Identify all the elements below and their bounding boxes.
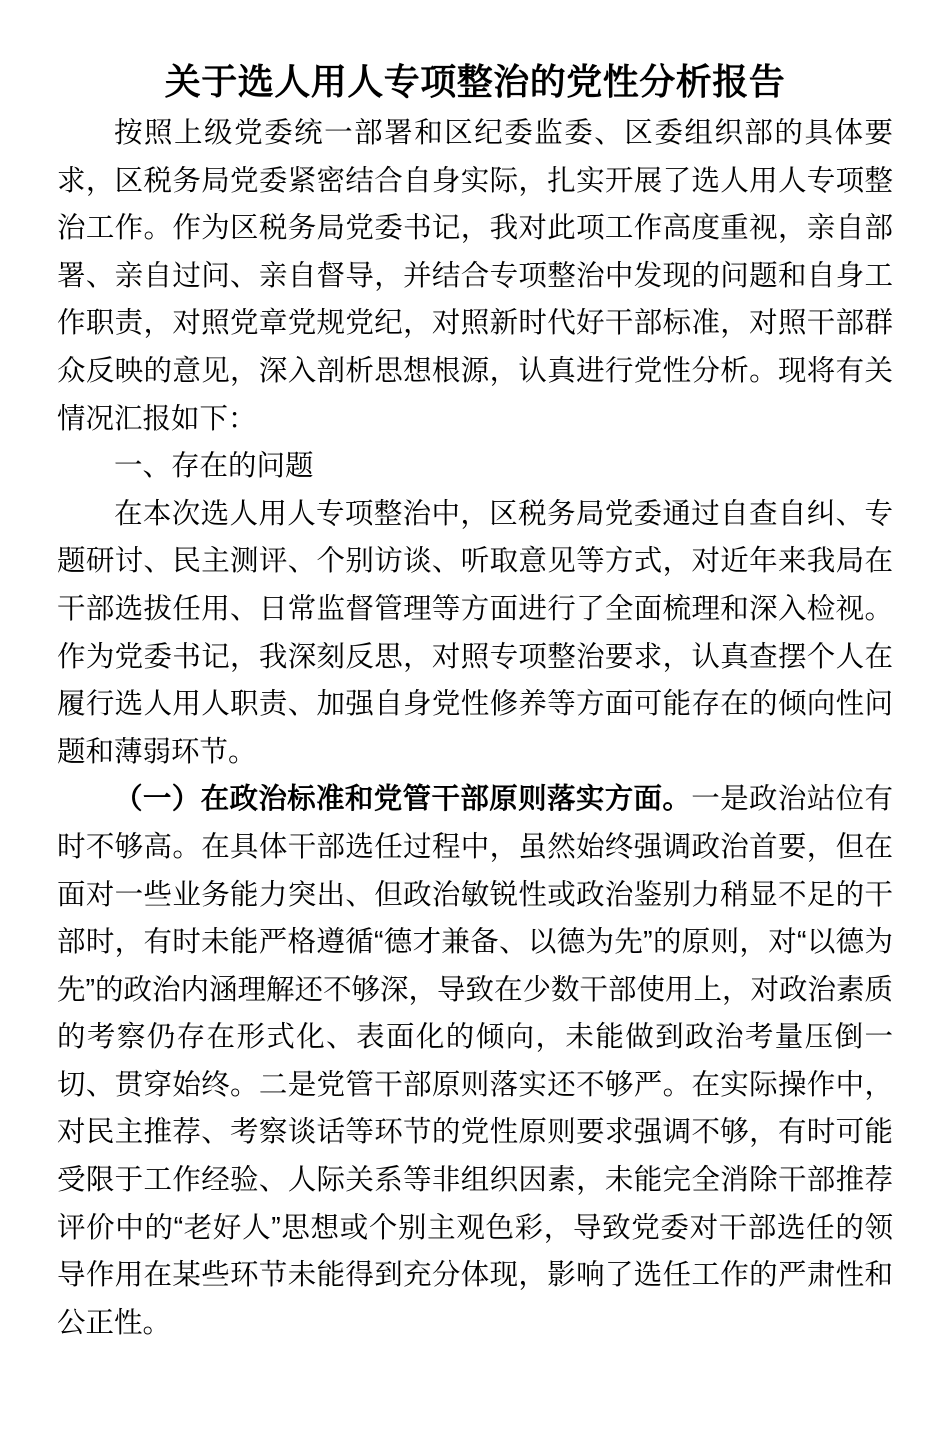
page-bottom-spacer (57, 1347, 893, 1447)
paragraph-subsection-one (57, 776, 893, 1347)
document-text-column (57, 0, 893, 1447)
paragraph-section-one-intro: 在本次选人用人专项整治中，区税务局党委通过自查自纠、专题研讨、民主测评、个别访谈、听取意见等方式，对近年来我局在干部选拔任用、日常监督管理等方面进行了全面梳理和深入检视。作为党委书记，我深刻反思，对照专项整治要求，认真查摆个人在履行选人用人职责、加强自身党性修养等方面可能存在的倾向性问题和薄弱环节。 (57, 497, 893, 768)
subsection-one-body: 一是政治站位有时不够高。在具体干部选任过程中，虽然始终强调政治首要，但在面对一些业务能力突出、但政治敏锐性或政治鉴别力稍显不足的干部时，有时未能严格遵循“德才兼备、以德为先”的原则，对“以德为先”的政治内涵理解还不够深，导致在少数干部使用上，对政治素质的考察仍存在形式化、表面化的倾向，未能做到政治考量压倒一切、贯穿始终。二是党管干部原则落实还不够严。在实际操作中，对民主推荐、考察谈话等环节的党性原则要求强调不够，有时可能受限于工作经验、人际关系等非组织因素，未能完全消除干部推荐评价中的“老好人”思想或个别主观色彩，导致党委对干部选任的领导作用在某些环节未能得到充分体现，影响了选任工作的严肃性和公正性。 (57, 783, 893, 1339)
page-title: 关于选人用人专项整治的党性分析报告 (164, 61, 786, 102)
heading-section-one: 一、存在的问题 (114, 450, 314, 483)
subsection-one-bold-lead: （一）在政治标准和党管干部原则落实方面。 (114, 783, 692, 816)
paragraph-intro: 按照上级党委统一部署和区纪委监委、区委组织部的具体要求，区税务局党委紧密结合自身实际，扎实开展了选人用人专项整治工作。作为区税务局党委书记，我对此项工作高度重视，亲自部署、亲自过问、亲自督导，并结合专项整治中发现的问题和自身工作职责，对照党章党规党纪，对照新时代好干部标准，对照干部群众反映的意见，深入剖析思想根源，认真进行党性分析。现将有关情况汇报如下： (57, 117, 893, 435)
